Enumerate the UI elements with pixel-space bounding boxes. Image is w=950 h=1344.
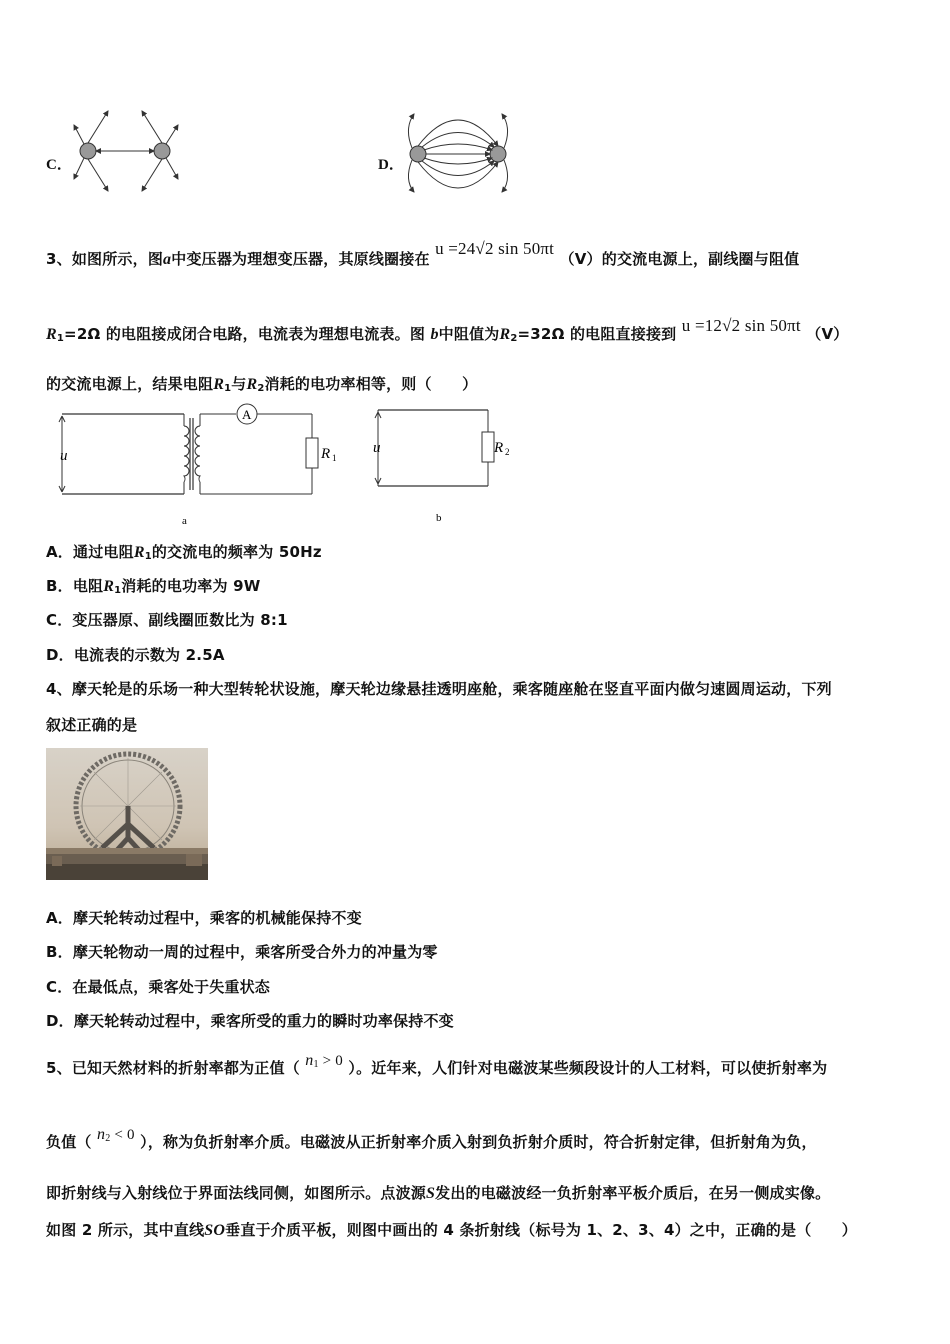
q3-formula-1: u =24√2 sin 50πt [435,239,555,258]
circuit-b-u-label: u [373,440,381,456]
q4-line-1: 4、摩天轮是的乐场一种大型转轮状设施，摩天轮边缘悬挂透明座舱，乘客随座舱在竖直平面内做匀速圆周运动，下列 [46,680,832,698]
circuit-a-r1-sub: 1 [332,453,337,463]
q4-option-d: D．摩天轮转动过程中，乘客所受的重力的瞬时功率保持不变 [46,1012,454,1030]
q3-option-b: B．电阻$R_1$消耗的电功率为 9W [46,577,261,596]
circuit-b-r2-sub: 2 [505,447,510,457]
q5-n1-inequality: $n_1 > 0$ [305,1052,343,1070]
q3-line-1: 3、如图所示，图a中变压器为理想变压器，其原线圈接在 u =24√2 sin 50πt （V）的交流电源上，副线圈与阻值 [46,239,800,268]
q3-line-2: $R_1=2\Omega$ 的电阻接成闭合电路，电流表为理想电流表。图 b中阻值为$R_2=32\Omega$ 的电阻直接接到 u =12√2 sin 50πt （V） [46,316,849,344]
q5-n2-inequality: $n_2 < 0$ [97,1126,135,1144]
q3-formula-2: u =12√2 sin 50πt [681,316,801,335]
q3-option-d: D．电流表的示数为 2.5A [46,646,225,664]
field-lines-figure-c [72,105,182,197]
ferris-wheel-photo [46,748,208,880]
circuit-b-caption: b [436,512,442,524]
q4-option-a: A．摩天轮转动过程中，乘客的机械能保持不变 [46,909,362,927]
q4-option-c: C．在最低点，乘客处于失重状态 [46,978,271,996]
q5-line-3: 即折射线与入射线位于界面法线同侧，如图所示。点波源S发出的电磁波经一负折射率平板介质后，在另一侧成实像。 [46,1184,831,1202]
circuit-a-r1-label: R [321,446,331,462]
field-lines-figure-d [400,108,520,194]
option-c-label: C． [46,157,72,173]
q3-option-c: C．变压器原、副线圈匝数比为 8:1 [46,611,288,629]
q5-line-4: 如图 2 所示，其中直线SO垂直于介质平板，则图中画出的 4 条折射线（标号为 1、2、3、4）之中，正确的是（ ） [46,1221,858,1239]
q5-line-2: 负值（ $n_2 < 0$ ），称为负折射率介质。电磁波从正折射率介质入射到负折射介质时，符合折射定律，但折射角为负， [46,1126,817,1151]
circuit-a-u-label: u [60,448,68,464]
circuit-a-caption: a [182,515,187,527]
q4-line-2: 叙述正确的是 [46,716,138,734]
q5-line-1: 5、已知天然材料的折射率都为正值（ $n_1 > 0$ ）。近年来，人们针对电磁波某些频段设计的人工材料，可以使折射率为 [46,1052,828,1077]
circuit-a-diagram [56,404,337,529]
option-d-label: D． [378,157,404,173]
circuit-b-r2-label: R [494,440,504,456]
ammeter-label: A [242,407,252,422]
q3-option-a: A．通过电阻$R_1$的交流电的频率为 50Hz [46,543,322,562]
q4-option-b: B．摩天轮物动一周的过程中，乘客所受合外力的冲量为零 [46,943,438,961]
q3-line-3: 的交流电源上，结果电阻$R_1$与$R_2$消耗的电功率相等，则（ ） [46,375,478,394]
circuit-b-diagram [370,404,530,529]
